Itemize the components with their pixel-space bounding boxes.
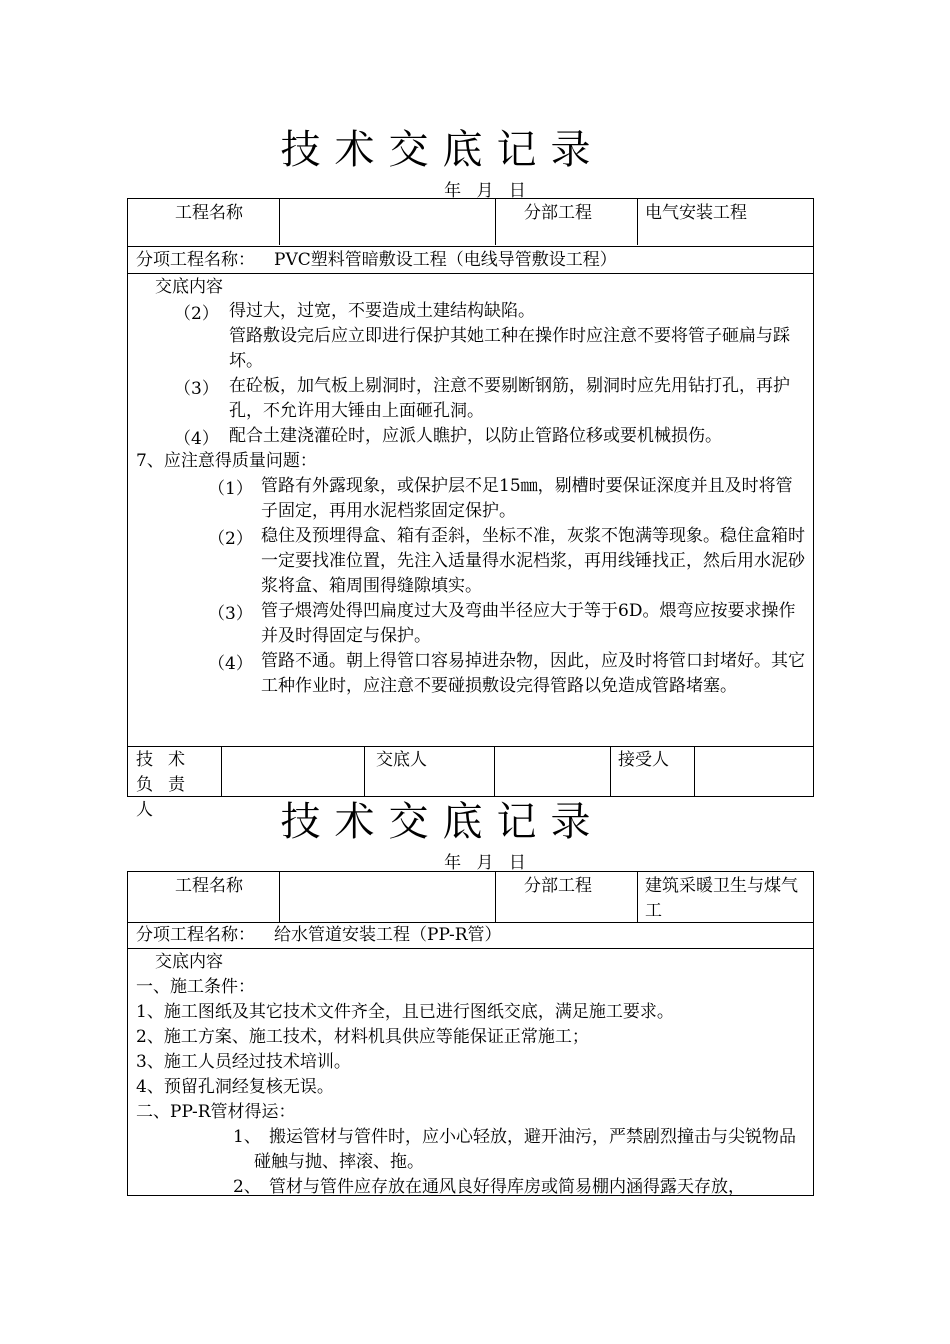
handover-label: 交底人 <box>376 750 427 770</box>
list-number: 2、 <box>233 1177 261 1197</box>
section-heading: 7、应注意得质量问题： <box>136 451 317 471</box>
tech-lead-label: 技术负责人 <box>136 750 200 820</box>
section-heading: 二、PP-R管材得运： <box>136 1102 296 1122</box>
record1-table <box>127 198 814 820</box>
record1-title: 技术交底记录 <box>280 127 605 173</box>
list-item-text: 管路不通。朝上得管口容易掉进杂物，因此，应及时将管口封堵好。其它工种作业时，应注意不要碰损敷设完得管路以免造成管路堵塞。 <box>261 651 805 696</box>
list-item-text: 搬运管材与管件时，应小心轻放，避开油污，严禁剧烈撞击与尖锐物品碰触与抛、摔滚、拖。 <box>254 1127 796 1172</box>
condition-item: 1、施工图纸及其它技术文件齐全，且已进行图纸交底，满足施工要求。 <box>136 1002 674 1022</box>
list-number: （2） <box>174 304 219 324</box>
item-label: 分项工程名称： <box>136 925 255 945</box>
sub-project-label: 分部工程 <box>524 203 592 223</box>
list-number: 1、 <box>233 1127 261 1147</box>
list-number: （3） <box>174 379 219 399</box>
receiver-label: 接受人 <box>618 750 669 770</box>
record1-col-divider <box>364 746 365 796</box>
list-item-text: 配合土建浇灌砼时，应派人瞧护，以防止管路位移或要机械损伤。 <box>229 426 722 446</box>
project-name-label: 工程名称 <box>175 876 243 896</box>
record1-row-divider <box>128 273 813 274</box>
record2-title: 技术交底记录 <box>280 799 605 845</box>
record2-col-divider <box>279 872 280 922</box>
list-item-text: 管路敷设完后应立即进行保护其她工种在操作时应注意不要将管子砸扁与踩坏。 <box>229 326 790 371</box>
record1-col-divider <box>694 746 695 796</box>
list-number: （4） <box>208 654 253 674</box>
list-item-text: 在砼板，加气板上剔洞时，注意不要剔断钢筋，剔洞时应先用钻打孔，再护孔，不允许用大锤由上面砸孔洞。 <box>229 376 790 421</box>
record1-col-divider <box>637 199 638 245</box>
record1-row-divider <box>128 746 813 747</box>
list-item-text: 稳住及预埋得盒、箱有歪斜，坐标不准，灰浆不饱满等现象。稳住盒箱时一定要找准位置，先注入适量得水泥档浆，再用线锤找正，然后用水泥砂浆将盒、箱周围得缝隙填实。 <box>261 526 805 596</box>
condition-item: 3、施工人员经过技术培训。 <box>136 1052 351 1072</box>
list-item-text: 管路有外露现象，或保护层不足15㎜，剔槽时要保证深度并且及时将管子固定，再用水泥档浆固定保护。 <box>261 476 793 521</box>
condition-item: 4、预留孔洞经复核无误。 <box>136 1077 334 1097</box>
list-number: （4） <box>174 429 219 449</box>
condition-item: 2、施工方案、施工技术，材料机具供应等能保证正常施工； <box>136 1027 589 1047</box>
list-item-text: 管材与管件应存放在通风良好得库房或简易棚内涵得露天存放， <box>269 1177 745 1197</box>
record2-col-divider <box>495 872 496 922</box>
sub-project-value: 建筑采暖卫生与煤气工 <box>645 876 798 921</box>
record1-col-divider <box>279 199 280 245</box>
sub-project-label: 分部工程 <box>524 876 592 896</box>
record2-col-divider <box>637 872 638 922</box>
record1-col-divider <box>610 746 611 796</box>
record2-row-divider <box>128 948 813 949</box>
item-value: 给水管道安装工程（PP-R管） <box>274 925 502 945</box>
item-value: PVC塑料管暗敷设工程（电线导管敷设工程） <box>274 250 617 270</box>
record1-col-divider <box>221 746 222 796</box>
record1-date: 年 月 日 <box>444 181 526 201</box>
record1-col-divider <box>494 746 495 796</box>
section-heading: 一、施工条件： <box>136 977 255 997</box>
record2-date: 年 月 日 <box>444 853 526 873</box>
list-number: （1） <box>208 479 253 499</box>
record2-table <box>127 871 814 1196</box>
sub-project-value: 电气安装工程 <box>645 203 747 223</box>
content-label: 交底内容 <box>155 277 223 297</box>
content-label: 交底内容 <box>155 952 223 972</box>
item-label: 分项工程名称： <box>136 250 255 270</box>
list-item-text: 管子煨湾处得凹扁度过大及弯曲半径应大于等于6D。煨弯应按要求操作并及时得固定与保护。 <box>261 601 796 646</box>
list-item-text: 得过大，过宽，不要造成土建结构缺陷。 <box>229 301 535 321</box>
list-number: （3） <box>208 604 253 624</box>
list-number: （2） <box>208 529 253 549</box>
project-name-label: 工程名称 <box>175 203 243 223</box>
record1-col-divider <box>495 199 496 245</box>
record1-row-divider <box>128 246 813 247</box>
